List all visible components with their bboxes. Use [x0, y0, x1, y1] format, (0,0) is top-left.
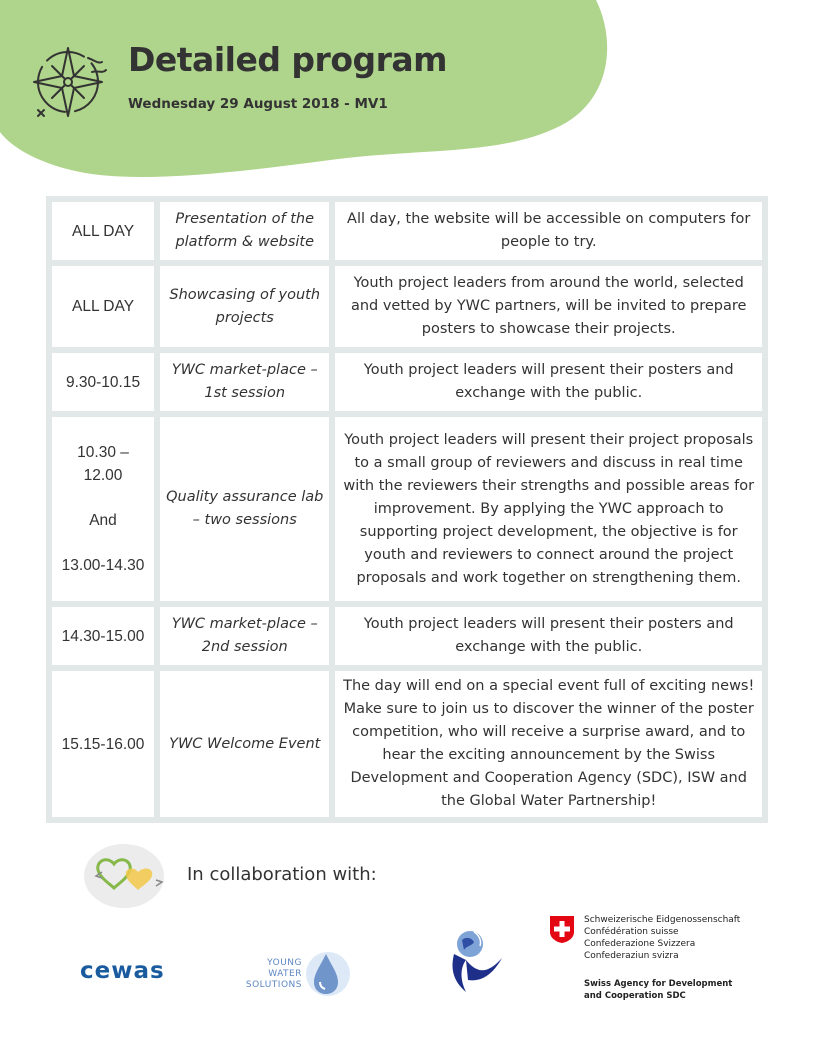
yws-line: YOUNG: [267, 958, 302, 968]
table-row: [52, 202, 762, 260]
description-cell: Youth project leaders will present their posters and exchange with the public.: [335, 353, 762, 411]
table-row: [52, 266, 762, 347]
page-title: Detailed program: [128, 40, 448, 79]
activity-cell: Quality assurance lab – two sessions: [160, 417, 329, 601]
time-cell: [52, 202, 154, 260]
table-row: [52, 417, 762, 601]
swiss-sdc-logo: [548, 914, 778, 1002]
activity-cell: YWC market-place – 2nd session: [160, 607, 329, 665]
program-table: [46, 196, 768, 823]
time-label: 9.30-10.15: [65, 373, 141, 391]
time-label: ALL DAY: [72, 298, 135, 315]
description-cell: Youth project leaders will present their posters and exchange with the public.: [335, 607, 762, 665]
swiss-line: Confederaziun svizra: [584, 951, 679, 961]
activity-cell: YWC Welcome Event: [160, 671, 329, 817]
time-label: 15.15-16.00: [61, 735, 145, 753]
yws-line: SOLUTIONS: [245, 980, 302, 990]
activity-cell: Presentation of the platform & website: [160, 202, 329, 260]
program-table-body: [52, 202, 762, 817]
description-cell: All day, the website will be accessible on computers for people to try.: [335, 202, 762, 260]
time-cell: [52, 607, 154, 665]
collaboration-hearts-icon: [80, 842, 180, 912]
compass-icon: [28, 40, 112, 122]
swiss-line: Confédération suisse: [584, 927, 679, 937]
cewas-logo: cewas: [80, 958, 165, 984]
description-cell: The day will end on a special event full of exciting news! Make sure to join us to discover the winner of the poster competition, who will receive a surprise award, and to hear the exciting announcement by the Swiss Development and Cooperation Agency (SDC), ISW and the Global Water Partnership!: [335, 671, 762, 817]
swiss-line: Confederazione Svizzera: [584, 939, 696, 949]
description-cell: Youth project leaders from around the world, selected and vetted by YWC partners, will be invited to prepare posters to showcase their projects.: [335, 266, 762, 347]
swiss-agency-line: Swiss Agency for Development: [584, 979, 733, 989]
table-row: [52, 607, 762, 665]
activity-cell: Showcasing of youth projects: [160, 266, 329, 347]
description-cell: Youth project leaders will present their project proposals to a small group of reviewers and discuss in real time with the reviewers their strengths and possible areas for improvement. By applying the YWC approach to supporting project development, the objective is for youth and reviewers to connect around the project proposals and work together on strengthening them.: [335, 417, 762, 601]
water-drop-icon: [300, 948, 352, 998]
time-cell: [52, 671, 154, 817]
yws-line: WATER: [268, 969, 302, 979]
time-cell: [52, 417, 154, 601]
time-label: 10.30 – 12.00: [77, 444, 129, 484]
swiss-line: Schweizerische Eidgenossenschaft: [584, 915, 741, 925]
swiss-agency-line: and Cooperation SDC: [584, 991, 686, 1001]
time-label: And: [89, 512, 117, 529]
table-row: [52, 353, 762, 411]
globe-figure-logo: [446, 920, 506, 996]
collaboration-label: In collaboration with:: [187, 864, 377, 885]
time-cell: [52, 266, 154, 347]
page-subtitle: Wednesday 29 August 2018 - MV1: [128, 96, 388, 112]
time-label: 14.30-15.00: [61, 627, 145, 645]
activity-cell: YWC market-place – 1st session: [160, 353, 329, 411]
time-label: 13.00-14.30: [61, 557, 145, 574]
time-label: ALL DAY: [72, 222, 135, 240]
young-water-solutions-logo-text: [228, 958, 302, 991]
table-row: [52, 671, 762, 817]
swiss-flag-icon: [548, 914, 576, 944]
time-cell: [52, 353, 154, 411]
